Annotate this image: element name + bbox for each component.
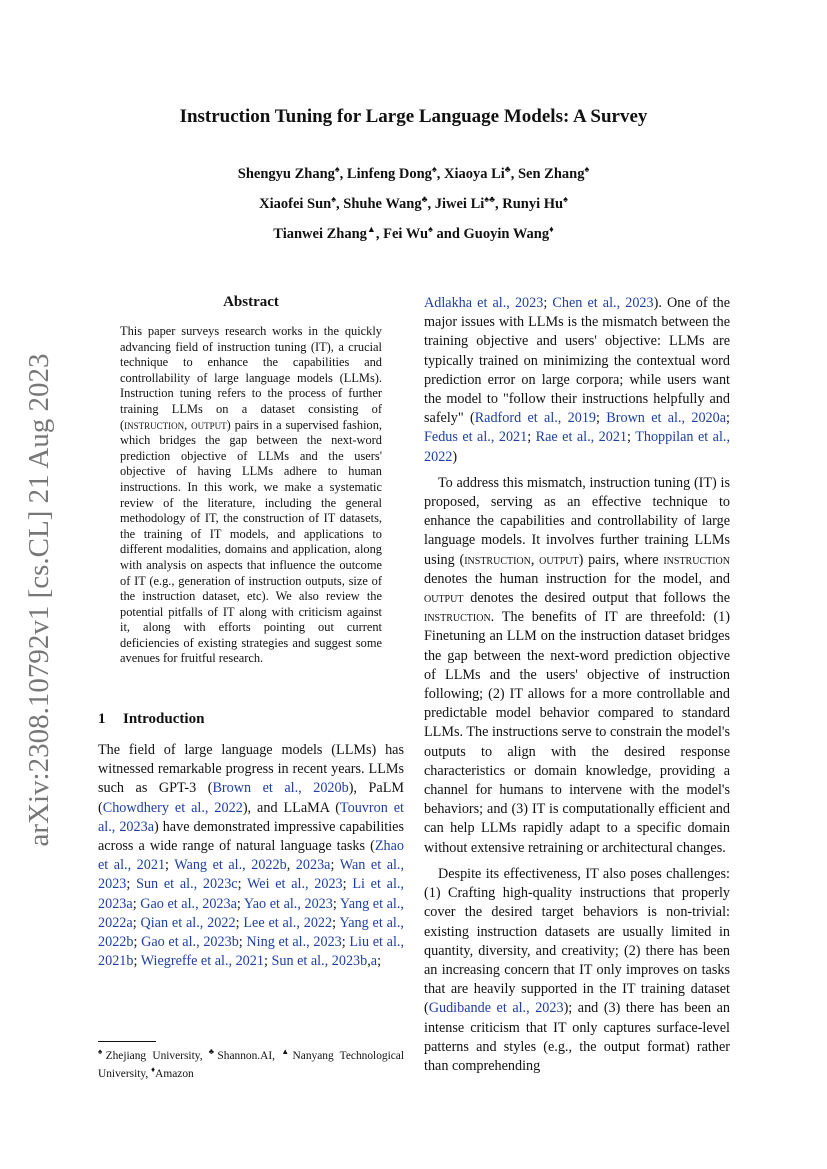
small-caps-term: output [539, 551, 579, 568]
author-name: Xiaofei Sun [259, 195, 332, 212]
affiliation-mark: ♣ [421, 194, 428, 204]
author-line-2: Xiaofei Sun♠, Shuhe Wang♣, Jiwei Li♠♣, Runyi Hu♠ [259, 194, 568, 212]
citation-link[interactable]: Brown et al., 2020a [606, 410, 727, 427]
paragraph-mismatch: Adlakha et al., 2023; Chen et al., 2023). One of the major issues with LLMs is the mismatch between the training objective and users' objective: LLMs are typically trained on minimizing the contextual word prediction error on large corpora; while users want the model to "follow their instructions helpfully and safely" (Radford et al., 2019; Brown et al., 2020a; Fedus et al., 2021; Rae et al., 2021; Thoppilan et al., 2022) [424, 295, 730, 465]
citation-link[interactable]: Li et al., 2023a [98, 876, 404, 912]
citation-link[interactable]: Brown et al., 2020b [212, 780, 349, 797]
citation-link[interactable]: Liu et al., 2021b [98, 934, 405, 970]
right-column [424, 294, 730, 1076]
section-title: Introduction [123, 711, 205, 728]
citation-link[interactable]: Wiegreffe et al., 2021 [140, 953, 264, 970]
affiliation-mark: ♣ [504, 164, 511, 174]
author-name: Sen Zhang [517, 165, 585, 182]
citation-link[interactable]: Chowdhery et al., 2022 [102, 799, 243, 816]
section-heading-introduction [98, 711, 404, 728]
small-caps-term: output [424, 590, 464, 607]
footnote-text: ♠Zhejiang University, ♣Shannon.AI, ▲Nanyang Technological University, ♦Amazon [98, 1047, 405, 1080]
affiliation-mark: ▲ [366, 224, 376, 234]
introduction-paragraph: The field of large language models (LLMs) has witnessed remarkable progress in recent years. LLMs such as GPT-3 (Brown et al., 2020b), PaLM (Chowdhery et al., 2022), and LLaMA (Touvron et al., 2023a) have demonstrated impressive capabilities across a wide range of natural language tasks (Zhao et al., 2021; Wang et al., 2022b, 2023a; Wan et al., 2023; Sun et al., 2023c; Wei et al., 2023; Li et al., 2023a; Gao et al., 2023a; Yao et al., 2023; Yang et al., 2022a; Qian et al., 2022; Lee et al., 2022; Yang et al., 2022b; Gao et al., 2023b; Ning et al., 2023; Liu et al., 2021b; Wiegreffe et al., 2021; Sun et al., 2023b,a; [98, 742, 405, 970]
author-line-1: Shengyu Zhang♠, Linfeng Dong♠, Xiaoya Li♣, Sen Zhang♠ [237, 164, 590, 182]
arxiv-identifier-stamp [21, 350, 59, 850]
affiliation-mark: ♠♣ [484, 194, 495, 204]
citation-link[interactable]: Adlakha et al., 2023 [424, 295, 544, 311]
citation-link[interactable]: Wan et al., 2023 [98, 857, 405, 893]
affiliation-mark: ♣ [208, 1047, 218, 1056]
small-caps-term: instruction [124, 417, 185, 432]
author-line-3: Tianwei Zhang▲, Fei Wu♠ and Guoyin Wang♦ [273, 224, 554, 242]
affiliation-mark: ♠ [584, 164, 590, 174]
small-caps-term: instruction [663, 551, 730, 568]
citation-link[interactable]: Lee et al., 2022 [243, 914, 333, 931]
paragraph-challenges: Despite its effectiveness, IT also poses challenges: (1) Crafting high-quality instructions that properly cover the desired target behaviors is non-trivial: existing instruction datasets are usually limited in quantity, diversity, and creativity; (2) there has been an increasing concern that IT only improves on tasks that are heavily supported in the IT training dataset (Gudibande et al., 2023); and (3) there has been an intense criticism that IT only captures surface-level patterns and styles (e.g., the output format) rather than comprehending [424, 865, 730, 1074]
citation-link[interactable]: Zhao et al., 2021 [98, 838, 404, 874]
citation-link[interactable]: Radford et al., 2019 [474, 410, 597, 427]
affiliation-mark: ♠ [98, 1047, 106, 1056]
affiliation-mark: ♦ [549, 224, 554, 234]
citation-link[interactable]: Fedus et al., 2021 [424, 429, 528, 446]
citation-link[interactable]: 2023a [295, 857, 331, 874]
section-number: 1 [98, 711, 106, 728]
citation-link[interactable]: Wei et al., 2023 [247, 876, 343, 893]
affiliation-mark: ♠ [428, 224, 433, 234]
author-name: Shuhe Wang [343, 195, 422, 212]
left-column [98, 294, 404, 972]
citation-link[interactable]: a [370, 953, 378, 970]
citation-link[interactable]: Wang et al., 2022b [174, 857, 287, 874]
paragraph-instruction-tuning: To address this mismatch, instruction tuning (IT) is proposed, serving as an effective technique to enhance the capabilities and controllability of large language models. It involves further training LLMs using (instruction, output) pairs, where instruction denotes the human instruction for the model, and output denotes the desired output that follows the instruction. The benefits of IT are threefold: (1) Finetuning an LLM on the instruction dataset bridges the gap between the next-word prediction objective of LLMs and the users' objective of instruction following; (2) IT allows for a more controllable and predictable model behavior compared to standard LLMs. The instructions serve to constrain the model's outputs to align with the desired response characteristics or domain knowledge, providing a channel for humans to intervene with the model's behaviors; and (3) IT is computationally efficient and can help LLMs rapidly adapt to a specific domain without extensive retraining or architectural changes. [424, 474, 730, 856]
author-name: Runyi Hu [502, 195, 564, 212]
citation-link[interactable]: Yao et al., 2023 [243, 895, 333, 912]
abstract-body: This paper surveys research works in the quickly advancing field of instruction tuning (IT), a crucial technique to enhance the capabilities and controllability of large language models (LLMs). Instruction tuning refers to the process of further training LLMs on a dataset consisting of (instruction, output) pairs in a supervised fashion, which bridges the gap between the next-word prediction objective of LLMs and the users' objective of having LLMs adhere to human instructions. In this work, we make a systematic review of the literature, including the general methodology of IT, the construction of IT datasets, the training of IT models, and applications to different modalities, domains and application, along with analysis on aspects that influence the outcome of IT (e.g., generation of instruction outputs, size of the instruction dataset, etc). We also review the potential pitfalls of IT along with criticism against it, along with efforts pointing out current deficiencies of existing strategies and suggest some avenues for fruitful research. [120, 324, 383, 666]
footnote-rule [98, 1041, 156, 1042]
affiliation-mark: ♠ [563, 194, 568, 204]
affiliation-mark: ♠ [431, 164, 437, 174]
citation-link[interactable]: Ning et al., 2023 [246, 934, 342, 951]
author-name: Linfeng Dong [346, 165, 432, 182]
citation-link[interactable]: Gao et al., 2023b [141, 934, 239, 951]
citation-link[interactable]: Sun et al., 2023b [271, 953, 368, 970]
small-caps-term: instruction [424, 609, 491, 626]
author-name: Tianwei Zhang [273, 225, 367, 242]
citation-link[interactable]: Qian et al., 2022 [140, 914, 236, 931]
small-caps-term: output [191, 417, 227, 432]
citation-link[interactable]: Sun et al., 2023c [136, 876, 238, 893]
citation-link[interactable]: Gao et al., 2023a [140, 895, 237, 912]
affiliation-mark: ♠ [334, 164, 340, 174]
citation-link[interactable]: Yang et al., 2022a [98, 895, 404, 931]
affiliation-mark: ▲ [281, 1047, 293, 1056]
abstract-heading: Abstract [223, 294, 279, 310]
citation-link[interactable]: Yang et al., 2022b [98, 914, 404, 951]
paper-title: Instruction Tuning for Large Language Models: A Survey [179, 106, 648, 127]
author-name: Xiaoya Li [443, 165, 505, 182]
small-caps-term: instruction [464, 551, 531, 568]
affiliation-mark: ♠ [331, 194, 337, 204]
citation-link[interactable]: Touvron et al., 2023a [98, 799, 405, 835]
citation-link[interactable]: Thoppilan et al., 2022 [424, 429, 730, 465]
author-name: Fei Wu [383, 225, 429, 242]
citation-link[interactable]: Chen et al., 2023 [552, 295, 654, 311]
citation-link[interactable]: Gudibande et al., 2023 [428, 1000, 564, 1017]
citation-link[interactable]: Rae et al., 2021 [535, 429, 628, 446]
author-name: Jiwei Li [434, 195, 485, 212]
author-name: Shengyu Zhang [237, 165, 335, 182]
arxiv-stamp-text: arXiv:2308.10792v1 [cs.CL] 21 Aug 2023 [23, 353, 55, 847]
author-name: Guoyin Wang [463, 225, 550, 242]
affiliation-footnote [98, 1041, 404, 1081]
affiliation-mark: ♦ [151, 1064, 156, 1074]
